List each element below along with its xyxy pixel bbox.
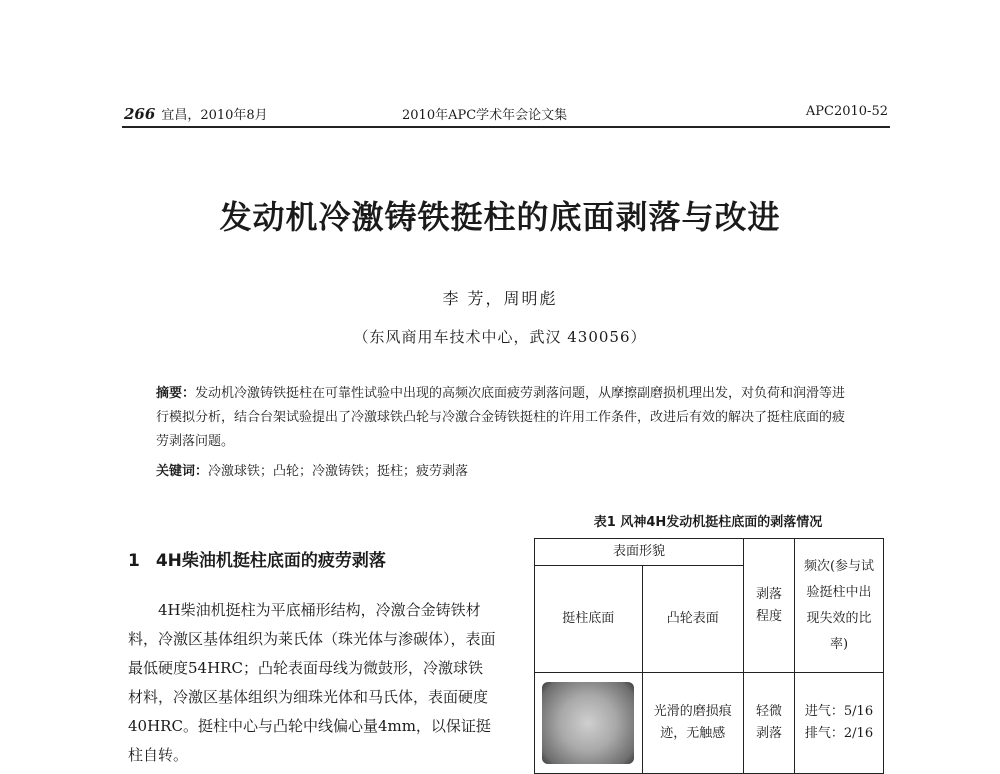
- keywords: [156, 460, 468, 479]
- freq-intake: 进气：5/16: [804, 704, 874, 719]
- section-paragraph: 4H柴油机挺柱为平底桶形结构，冷激合金铸铁材料，冷激区基体组织为莱氏体（珠光体与渗碳体），表面最低硬度54HRC；凸轮表面母线为微鼓形，冷激球铁材料，冷激区基体组织为细珠光体和马氏体，表面硬度40HRC。挺柱中心与凸轮中线偏心量4mm，以保证挺柱自转。: [128, 601, 496, 764]
- paper-title: 发动机冷激铸铁挺柱的底面剥落与改进: [219, 198, 781, 236]
- page-number: 266: [124, 105, 156, 123]
- paper-authors: 李 芳，周明彪: [442, 289, 558, 308]
- table-header-surface: 表面形貌: [535, 539, 744, 566]
- tappet-surface-photo: [542, 682, 634, 764]
- paper-affiliation: （东风商用车技术中心，武汉 430056）: [353, 328, 647, 346]
- abstract-label: 摘要：: [156, 386, 196, 401]
- header-rule: [122, 126, 890, 128]
- table-header-frequency: 频次(参与试验挺柱中出现失效的比率): [795, 539, 884, 673]
- table-cell-degree: 轻微剥落: [744, 673, 795, 774]
- table-cell-cam: 光滑的磨损痕迹，无触感: [642, 673, 744, 774]
- table-caption: 表1 风神4H发动机挺柱底面的剥落情况: [593, 515, 823, 530]
- table-cell-tappet-photo: [535, 673, 643, 774]
- keywords-label: 关键词：: [156, 464, 209, 479]
- table-header-cam: 凸轮表面: [642, 566, 744, 673]
- running-header: [124, 104, 888, 126]
- section-title: 4H柴油机挺柱底面的疲劳剥落: [155, 551, 386, 571]
- table-header-tappet: 挺柱底面: [535, 566, 643, 673]
- keywords-text: 冷激球铁；凸轮；冷激铸铁；挺柱；疲劳剥落: [208, 464, 469, 479]
- abstract-text: 发动机冷激铸铁挺柱在可靠性试验中出现的高频次底面疲劳剥落问题，从摩擦副磨损机理出发，对负荷和润滑等进行模拟分析，结合台架试验提出了冷激球铁凸轮与冷激合金铸铁挺柱的许用工作条件，改进后有效的解决了挺柱底面的疲劳剥落问题。: [156, 386, 846, 449]
- section-heading: [128, 546, 386, 571]
- header-left: [124, 104, 268, 123]
- table-header-degree: 剥落程度: [744, 539, 795, 673]
- freq-exhaust: 排气：2/16: [804, 726, 874, 741]
- table-cell-frequency: [795, 673, 884, 774]
- spalling-table: [534, 538, 884, 774]
- header-place-date: 宜昌，2010年8月: [161, 108, 268, 123]
- header-collection: 2010年APC学术年会论文集: [402, 108, 568, 123]
- section-number: 1: [128, 551, 140, 571]
- abstract: [156, 382, 856, 454]
- header-paper-code: APC2010-52: [805, 104, 888, 119]
